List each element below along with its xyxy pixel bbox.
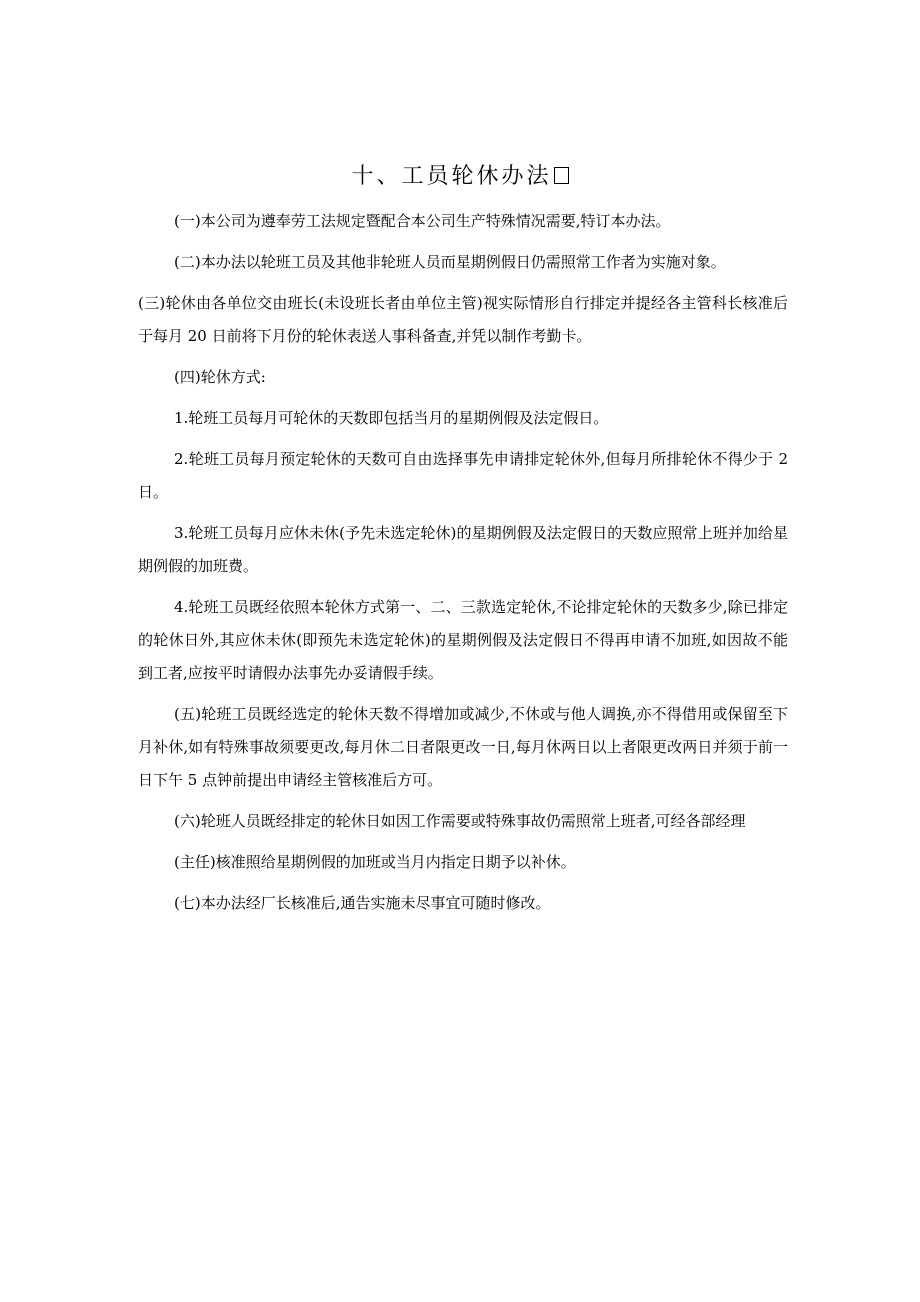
document-title: 十、工员轮休办法 [351,164,552,189]
paragraph-11: (主任)核准照给星期例假的加班或当月内指定日期予以补休。 [174,853,576,871]
paragraph-10: (六)轮班人员既经排定的轮休日如因工作需要或特殊事故仍需照常上班者,可经各部经理 [174,812,746,830]
paragraph-1: (一)本公司为遵奉劳工法规定暨配合本公司生产特殊情况需要,特订本办法。 [174,212,671,230]
paragraph-4: (四)轮休方式: [174,368,266,386]
paragraph-5: 1.轮班工员每月可轮休的天数即包括当月的星期例假及法定假日。 [174,409,609,427]
missing-glyph-box [554,167,569,184]
paragraph-8: 4.轮班工员既经依照本轮休方式第一、二、三款选定轮休,不论排定轮休的天数多少,除已排定的轮休日外,其应休未休(即预先未选定轮休)的星期例假及法定假日不得再申请不加班,如因故不能到工者,应按平时请假办法事先办妥请假手续。 [138,598,788,682]
paragraph-7: 3.轮班工员每月应休未休(予先未选定轮休)的星期例假及法定假日的天数应照常上班并加给星期例假的加班费。 [138,524,788,575]
document-title-line [0,161,920,193]
paragraph-2: (二)本办法以轮班工员及其他非轮班人员而星期例假日仍需照常工作者为实施对象。 [174,253,726,271]
paragraph-12: (七)本办法经厂长核准后,通告实施未尽事宜可随时修改。 [174,894,551,912]
document-body [138,205,788,928]
paragraph-9: (五)轮班工员既经选定的轮休天数不得增加或减少,不休或与他人调换,亦不得借用或保留至下月补休,如有特殊事故须要更改,每月休二日者限更改一日,每月休两日以上者限更改两日并须于前一日下午 5 点钟前提出申请经主管核准后方可。 [138,705,788,789]
paragraph-3: (三)轮休由各单位交由班长(未设班长者由单位主管)视实际情形自行排定并提经各主管科长核准后于每月 20 日前将下月份的轮休表送人事科备查,并凭以制作考勤卡。 [138,294,788,345]
paragraph-6: 2.轮班工员每月预定轮休的天数可自由选择事先申请排定轮休外,但每月所排轮休不得少于 2 日。 [138,450,788,501]
